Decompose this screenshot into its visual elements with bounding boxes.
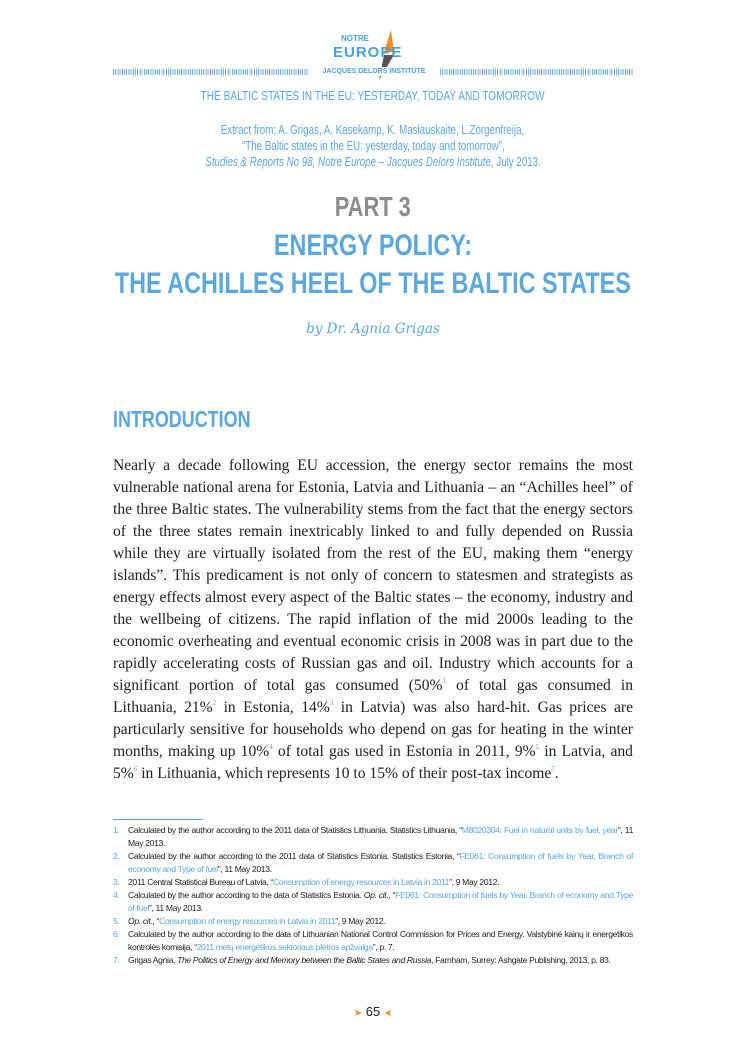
- footnote: [113, 915, 633, 928]
- footnotes: [113, 824, 633, 967]
- text: , “: [152, 916, 160, 926]
- arrow-right-icon: ➤: [353, 1008, 363, 1019]
- footnote: [113, 954, 633, 967]
- logo-text: NOTRE: [341, 34, 369, 43]
- text: Calculated by the author according to the 2011 data of Statistics Estonia. Statistics Estonia, “: [128, 851, 460, 861]
- byline: by Dr. Agnia Grigas: [306, 321, 440, 337]
- text: Grigas Agnia,: [128, 955, 178, 965]
- footnote-link[interactable]: Consumption of energy resources in Latvia in 2011: [159, 916, 336, 926]
- footnote-ref[interactable]: 4: [269, 743, 273, 751]
- text: ”, 11 May 2013.: [217, 864, 272, 874]
- text: Op. cit.: [363, 890, 389, 900]
- footnote-number: 6.: [113, 929, 120, 939]
- page-number: [0, 1004, 746, 1022]
- footnote-link[interactable]: FE061: Consumption of fuels by Year, Branch of economy and Type of fuel: [128, 851, 633, 874]
- notre-europe-logo: [323, 30, 423, 66]
- text: ”, 11 May 2013.: [128, 825, 634, 848]
- part-text: PART 3: [334, 191, 412, 222]
- text: ”, 9 May 2012.: [449, 877, 500, 887]
- series-title-text: THE BALTIC STATES IN THE EU: YESTERDAY, TODAY AND TOMORROW: [200, 88, 546, 103]
- footnote-ref[interactable]: 7: [551, 765, 555, 773]
- footnote: [113, 889, 633, 915]
- chapter-title-line: THE ACHILLES HEEL OF THE BALTIC STATES: [114, 267, 632, 300]
- footnote-ref[interactable]: 2: [212, 699, 217, 707]
- text: of total gas consumed in Lithuania, 21%: [113, 677, 633, 716]
- footnote-ref[interactable]: 6: [133, 765, 138, 773]
- series-title: [0, 88, 746, 104]
- text: Op. cit.: [128, 916, 153, 926]
- text: Nearly a decade following EU accession, the energy sector remains the most vulnerable national arena for Estonia, Latvia and Lithuania – an “Achilles heel” of the three Baltic states. The vulnerability stems from the fact that the energy sectors of the three states remain inextricably linked to and fully depended on Russia while they are virtually isolated from the rest of the EU, making them “energy islands”. This predicament is not only of concern to statesmen and strategists as energy effects almost every aspect of the Baltic states – the economy, industry and the wellbeing of citizens. The rapid inflation of the mid 2000s leading to the economic overheating and eventual economic crisis in 2008 was in part due to the rapidly accelerating costs of Russian gas and oil. Industry which accounts for a significant portion of total gas consumed (50%: [113, 457, 633, 694]
- text: .: [554, 765, 559, 782]
- footnote-link[interactable]: FE061: Consumption of fuels by Year, Branch of economy and Type of fuel: [128, 890, 633, 913]
- footnote-number: 5.: [113, 916, 120, 926]
- extract-source: Studies & Reports No 98, Notre Europe – Jacques Delors Institute: [205, 155, 491, 169]
- text: Calculated by the author according to the 2011 data of Statistics Lithuania. Statistics Lithuania, “: [128, 825, 462, 835]
- logo-subtitle: JACQUES DELORS INSTITUTE: [312, 67, 436, 76]
- text: , “: [388, 890, 396, 900]
- text: The Politics of Energy and Memory between the Baltic States and Russia: [177, 955, 432, 965]
- text: of total gas used in Estonia in 2011, 9%: [272, 743, 536, 760]
- text: ”, 11 May 2013.: [148, 903, 203, 913]
- main-content: [113, 455, 633, 967]
- extract-citation: [0, 122, 746, 170]
- footnote-number: 2.: [113, 851, 120, 861]
- section-heading-text: INTRODUCTION: [113, 406, 251, 432]
- footnote-number: 1.: [113, 825, 120, 835]
- text: , Farnham, Surrey: Ashgate Publishing, 2013, p. 83.: [431, 955, 611, 965]
- footnote-link[interactable]: M8020304: Fuel in natural units by fuel, year: [461, 825, 618, 835]
- text: Calculated by the author according to the data of Lithuanian National Control Commission for Prices and Energy. Valstybinė kainų ir energetikos kontrolės komisija, “: [128, 929, 633, 952]
- footnote: [113, 876, 633, 889]
- text: in Estonia, 14%: [216, 699, 330, 716]
- part-label: [0, 191, 746, 223]
- chapter-title: [0, 267, 746, 301]
- text: in Latvia, and 5%: [113, 743, 633, 782]
- chapter-title-line: ENERGY POLICY:: [273, 229, 473, 262]
- header-divider: [113, 69, 308, 75]
- chapter-title: [0, 229, 746, 263]
- header-divider: [440, 69, 633, 75]
- text: in Latvia) was also hard-hit. Gas prices are particularly sensitive for households who depend on gas for heating in the winter months, making up 10%: [113, 699, 633, 760]
- footnote-number: 7.: [113, 955, 120, 965]
- text: ”, 9 May 2012.: [335, 916, 386, 926]
- footnote-number: 4.: [113, 890, 120, 900]
- arrow-left-icon: ➤: [383, 1008, 393, 1019]
- page-number-text: 65: [365, 1004, 381, 1019]
- footnote-link[interactable]: Consumption of energy resources in Latvia in 2011: [272, 877, 450, 887]
- text: Calculated by the author according to the data of Statistics Estonia.: [128, 890, 364, 900]
- footnote: [113, 850, 633, 876]
- logo-text: EUROPE: [333, 44, 403, 61]
- footnote-ref[interactable]: 1: [442, 677, 447, 685]
- footnote-ref[interactable]: 3: [329, 699, 334, 707]
- text: ”, p. 7.: [372, 942, 395, 952]
- footnote-number: 3.: [113, 877, 120, 887]
- section-heading: [113, 405, 289, 433]
- footnote: [113, 824, 633, 850]
- extract-line: “The Baltic states in the EU: yesterday, today and tomorrow”,: [241, 139, 505, 153]
- extract-line: Extract from: A. Grigas, A. Kasekamp, K. Maslauskaite, L.Zorgenfreija,: [221, 123, 525, 137]
- extract-date: , July 2013.: [490, 155, 541, 169]
- footnote-divider: [113, 819, 203, 820]
- footnote-ref[interactable]: 5: [535, 743, 540, 751]
- text: 2011 Central Statistical Bureau of Latvia, “: [128, 877, 273, 887]
- text: in Lithuania, which represents 10 to 15% of their post-tax income: [137, 765, 552, 782]
- footnote: [113, 928, 633, 954]
- body-paragraph: [113, 455, 633, 785]
- footnote-link[interactable]: 2011 metų energetikos sektoriaus plėtros apžvalga: [196, 942, 373, 952]
